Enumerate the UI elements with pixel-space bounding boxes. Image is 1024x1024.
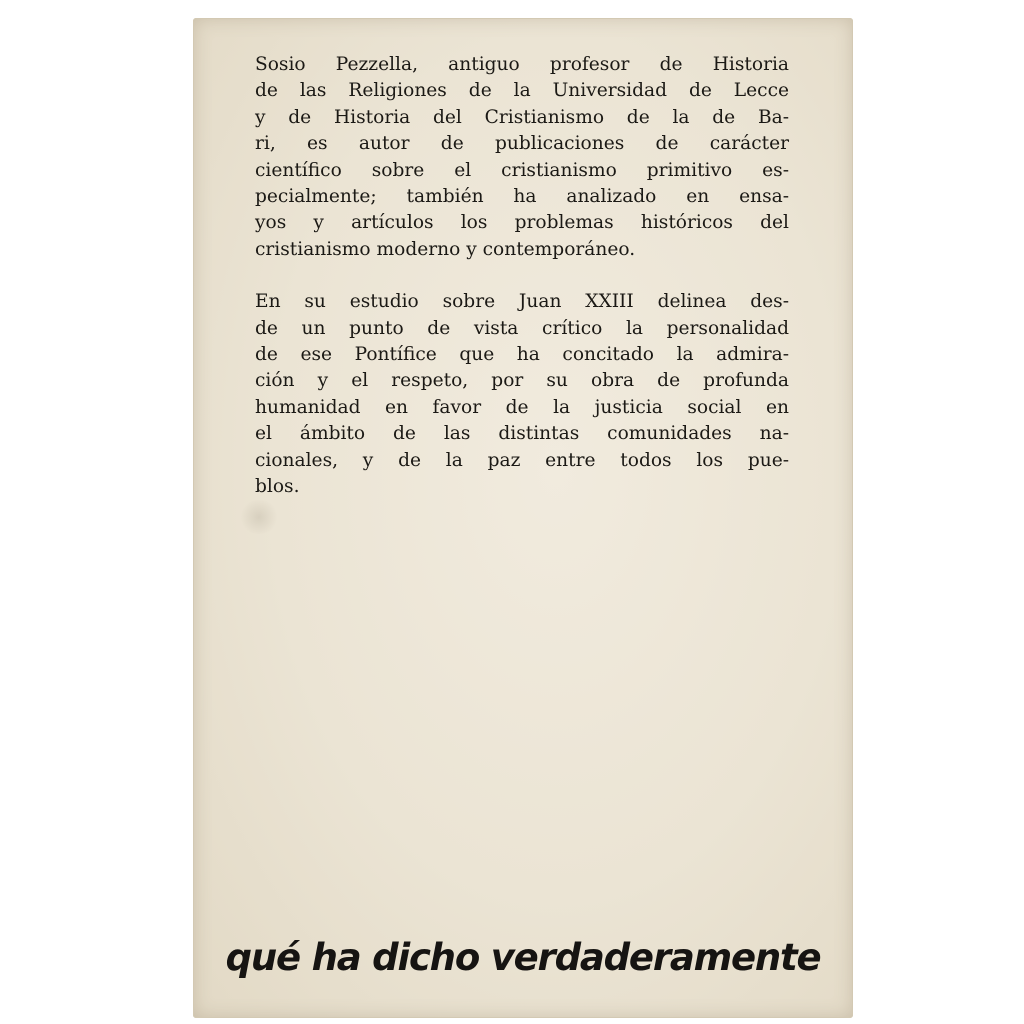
paper-stain (239, 500, 279, 534)
series-title: qué ha dicho verdaderamente (225, 936, 821, 979)
text-line: yos y artículos los problemas históricos del (255, 212, 789, 234)
text-line: de ese Pontífice que ha concitado la admira- (255, 344, 789, 366)
text-line: Sosio Pezzella, antiguo profesor de Historia (255, 54, 789, 75)
paragraph-author-bio (255, 52, 789, 263)
text-line: el ámbito de las distintas comunidades na- (255, 423, 789, 445)
author-blurb (255, 52, 789, 501)
text-line: humanidad en favor de la justicia social en (255, 396, 789, 418)
text-line: científico sobre el cristianismo primitivo es- (255, 159, 789, 181)
text-line: de las Religiones de la Universidad de Lecce (255, 80, 789, 102)
text-line: blos. (255, 476, 300, 498)
text-line: cristianismo moderno y contemporáneo. (255, 238, 636, 260)
text-line: ción y el respeto, por su obra de profunda (255, 370, 789, 392)
text-line: de un punto de vista crítico la personalidad (255, 317, 789, 339)
text-line: cionales, y de la paz entre todos los pue- (255, 449, 789, 471)
paragraph-book-summary (255, 289, 789, 500)
text-line: En su estudio sobre Juan XXIII delinea des- (255, 291, 789, 313)
text-line: y de Historia del Cristianismo de la de Ba- (255, 106, 789, 128)
text-line: ri, es autor de publicaciones de carácter (255, 133, 789, 155)
text-line: pecialmente; también ha analizado en ensa- (255, 186, 789, 208)
book-back-cover (193, 18, 853, 1018)
